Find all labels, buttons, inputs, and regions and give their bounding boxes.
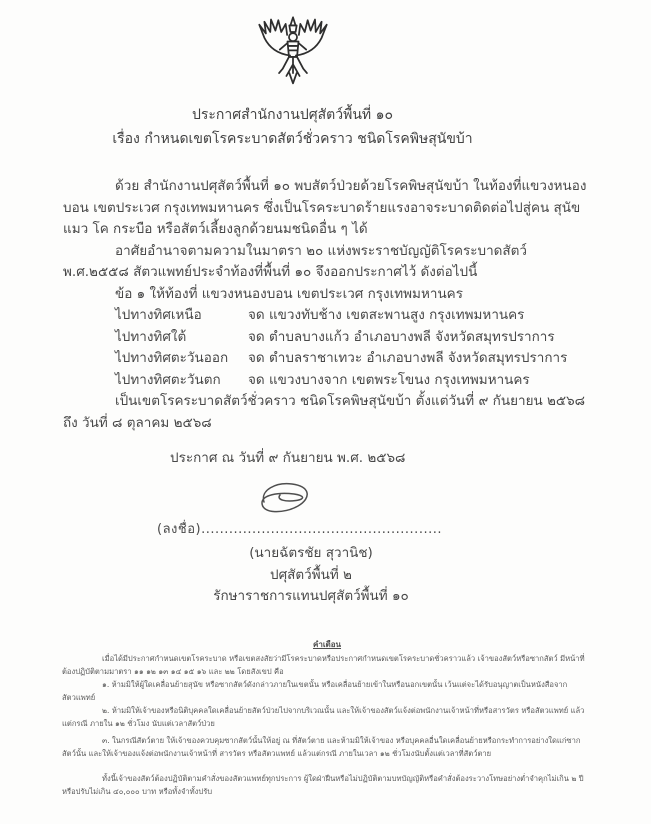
signature-dots: .................................................... bbox=[201, 522, 442, 537]
signer-block bbox=[201, 543, 421, 608]
body-block bbox=[63, 176, 593, 434]
warning-section bbox=[62, 638, 592, 798]
signer-acting: รักษาราชการแทนปศุสัตว์พื้นที่ ๑๐ bbox=[213, 588, 409, 604]
warning-item-2: ๒. ห้ามมิให้เจ้าของหรือนิติบุคคลใดเคลื่อนย้ายสัตว์ป่วยไปจากบริเวณนั้น และให้เจ้าของสัตว์แจ้งต่อพนักงานเจ้าหน้าที่หรือสารวัตร หรือสัตวแพทย์ แล้วแต่กรณี ภายใน ๑๒ ชั่วโมง นับแต่เวลาสัตว์ป่วย bbox=[62, 706, 585, 728]
signer-position: ปศุสัตว์พื้นที่ ๒ bbox=[270, 566, 352, 583]
signed-label: (ลงชื่อ) bbox=[157, 522, 202, 537]
direction-row-north bbox=[63, 305, 593, 327]
direction-label: ไปทางทิศใต้ bbox=[115, 328, 187, 345]
warning-closing: ทั้งนี้เจ้าของสัตว์ต้องปฏิบัติตามคำสั่งของสัตวแพทย์ทุกประการ ผู้ใดฝ่าฝืนหรือไม่ปฏิบัติตามบทบัญญัติหรือคำสั่งต้องระวางโทษอย่างต่ำจำคุกไม่เกิน ๒ ปี หรือปรับไม่เกิน ๔๐,๐๐๐ บาท หรือทั้งจำทั้งปรับ bbox=[62, 774, 584, 796]
doc-title: ประกาศสำนักงานปศุสัตว์พื้นที่ ๑๐ bbox=[191, 107, 394, 123]
direction-value: จด ตำบลบางแก้ว อำเภอบางพลี จังหวัดสมุทรปราการ bbox=[248, 328, 555, 345]
direction-label: ไปทางทิศตะวันตก bbox=[115, 371, 221, 388]
title-block bbox=[0, 103, 585, 151]
warning-intro: เมื่อได้มีประกาศกำหนดเขตโรคระบาด หรือเขตสงสัยว่ามีโรคระบาดหรือประกาศกำหนดเขตโรคระบาดชั่วคราวแล้ว เจ้าของสัตว์หรือซากสัตว์ มีหน้าที่ต้องปฏิบัติตามมาตรา ๑๑ ๑๒ ๑๓ ๑๔ ๑๕ ๑๖ และ ๒๒ โดยสังเขป คือ bbox=[62, 654, 585, 676]
document-header bbox=[0, 12, 585, 100]
signer-name: (นายฉัตรชัย สุวานิช) bbox=[249, 545, 373, 561]
direction-value: จด แขวงบางจาก เขตพระโขนง กรุงเทพมหานคร bbox=[248, 371, 530, 388]
warning-item-3: ๓. ในกรณีสัตว์ตาย ให้เจ้าของควบคุมซากสัตว์นั้นให้อยู่ ณ ที่สัตว์ตาย และห้ามมิให้เจ้าของ หรือบุคคลอื่นใดเคลื่อนย้ายหรือกระทำการอย่างใดแก่ซากสัตว์นั้น และให้เจ้าของแจ้งต่อพนักงานเจ้าหน้าที่ สารวัตร หรือสัตวแพทย์ แล้วแต่กรณี ภายในเวลา ๑๒ ชั่วโมงนับตั้งแต่เวลาที่สัตว์ตาย bbox=[62, 736, 581, 758]
direction-label: ไปทางทิศเหนือ bbox=[115, 307, 202, 323]
direction-row-west bbox=[63, 370, 593, 392]
paragraph-intro: ด้วย สำนักงานปศุสัตว์พื้นที่ ๑๐ พบสัตว์ป่วยด้วยโรคพิษสุนัขบ้า ในท้องที่แขวงหนองบอน เขตประเวศ กรุงเทพมหานคร ซึ่งเป็นโรคระบาดร้ายแรงอาจระบาดติดต่อไปสู่คน สุนัข แมว โค กระบือ หรือสัตว์เลี้ยงลูกด้วยนมชนิดอื่น ๆ ได้ bbox=[63, 178, 587, 237]
garuda-emblem-icon bbox=[249, 12, 337, 100]
warning-item-1: ๑. ห้ามมิให้ผู้ใดเคลื่อนย้ายสุนัข หรือซากสัตว์ดังกล่าวภายในเขตนั้น หรือเคลื่อนย้ายเข้าในหรือนอกเขตนั้น เว้นแต่จะได้รับอนุญาตเป็นหนังสือจากสัตวแพทย์ bbox=[62, 680, 568, 702]
announce-date: ประกาศ ณ วันที่ ๙ กันยายน พ.ศ. ๒๕๖๘ bbox=[170, 450, 406, 466]
warning-header: คำเตือน bbox=[312, 640, 342, 649]
direction-row-east bbox=[63, 348, 593, 370]
direction-row-south bbox=[63, 327, 593, 349]
doc-subject: เรื่อง กำหนดเขตโรคระบาดสัตว์ชั่วคราว ชนิดโรคพิษสุนัขบ้า bbox=[112, 131, 473, 147]
paragraph-authority: อาศัยอำนาจตามความในมาตรา ๒๐ แห่งพระราชบัญญัติโรคระบาดสัตว์ พ.ศ.๒๕๕๘ สัตวแพทย์ประจำท้องที่พื้นที่ ๑๐ จึงออกประกาศไว้ ดังต่อไปนี้ bbox=[63, 242, 528, 280]
direction-label: ไปทางทิศตะวันออก bbox=[115, 350, 229, 366]
signed-line bbox=[157, 518, 442, 539]
clause-1: ข้อ ๑ ให้ท้องที่ แขวงหนองบอน เขตประเวศ กรุงเทพมหานคร bbox=[115, 285, 463, 302]
direction-value: จด แขวงทับช้าง เขตสะพานสูง กรุงเทพมหานคร bbox=[248, 307, 525, 323]
signature-scribble-icon bbox=[246, 476, 318, 522]
paragraph-period: เป็นเขตโรคระบาดสัตว์ชั่วคราว ชนิดโรคพิษสุนัขบ้า ตั้งแต่วันที่ ๙ กันยายน ๒๕๖๘ ถึง วันที่ ๘ ตุลาคม ๒๕๖๘ bbox=[63, 393, 586, 431]
direction-value: จด ตำบลราชาเทวะ อำเภอบางพลี จังหวัดสมุทรปราการ bbox=[248, 350, 568, 366]
